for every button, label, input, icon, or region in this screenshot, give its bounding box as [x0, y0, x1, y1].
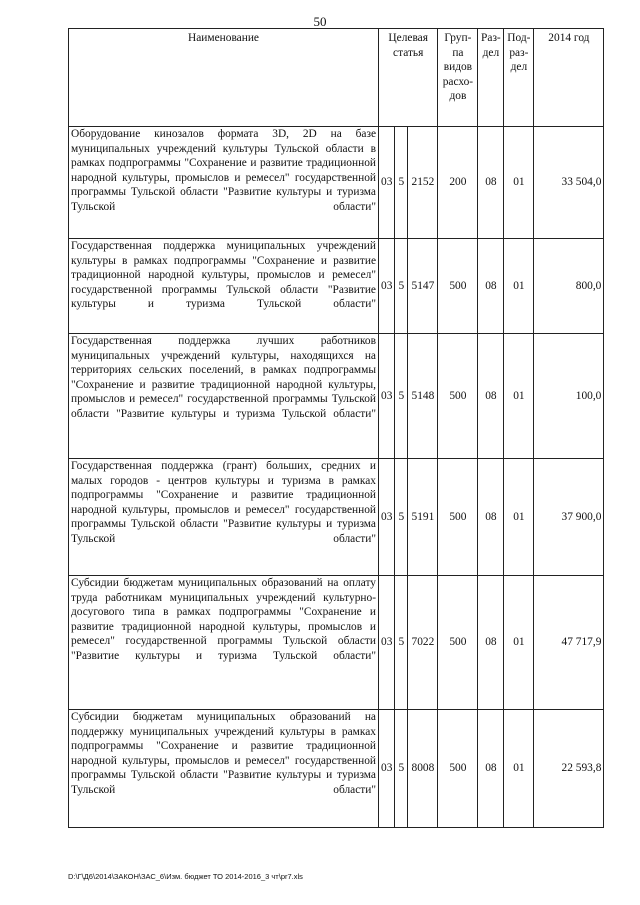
expense-group: 500	[438, 239, 478, 334]
footer-file-path: D:\Г\Д6\2014\ЗАКОН\ЗАС_6\Изм. бюджет ТО 2014-2016_3 чт\pr7.xls	[68, 872, 303, 881]
expense-group: 200	[438, 127, 478, 239]
amount-2014: 33 504,0	[534, 127, 604, 239]
amount-2014: 800,0	[534, 239, 604, 334]
target-article-code: 7022	[408, 576, 438, 710]
target-article-program: 03	[379, 127, 395, 239]
target-article-code: 5191	[408, 459, 438, 576]
section: 08	[478, 576, 504, 710]
page-number: 50	[313, 14, 327, 29]
header-year: 2014 год	[534, 29, 604, 127]
row-name: Государственная поддержка лучших работников муниципальных учреждений культуры, находящихся на территориях сельских поселений, в рамках подпрограммы "Сохранение и развитие традиционной народной культуры, промыслов и ремесел" государственной программы Тульской области "Развитие культуры и туризма Тульской области"	[69, 334, 379, 459]
target-article-program: 03	[379, 239, 395, 334]
table-row	[69, 710, 604, 828]
row-name: Государственная поддержка (грант) больших, средних и малых городов - центров культуры и туризма в рамках подпрограммы "Сохранение и развитие традиционной народной культуры, промыслов и ремесел" государственной программы Тульской области "Развитие культуры и туризма Тульской области"	[69, 459, 379, 576]
section: 08	[478, 334, 504, 459]
row-name: Государственная поддержка муниципальных учреждений культуры в рамках подпрограммы "Сохранение и развитие традиционной народной культуры, промыслов и ремесел" государственной программы Тульской области "Развитие культуры и туризма Тульской области"	[69, 239, 379, 334]
target-article-subprogram: 5	[395, 576, 408, 710]
section: 08	[478, 239, 504, 334]
target-article-code: 5147	[408, 239, 438, 334]
target-article-code: 2152	[408, 127, 438, 239]
amount-2014: 100,0	[534, 334, 604, 459]
target-article-subprogram: 5	[395, 710, 408, 828]
target-article-subprogram: 5	[395, 127, 408, 239]
table-row	[69, 334, 604, 459]
target-article-program: 03	[379, 576, 395, 710]
subsection: 01	[504, 127, 534, 239]
target-article-code: 5148	[408, 334, 438, 459]
table-header-row	[69, 29, 604, 127]
target-article-subprogram: 5	[395, 459, 408, 576]
section: 08	[478, 459, 504, 576]
header-expense-group: Груп-па видов расхо-дов	[438, 29, 478, 127]
row-name: Субсидии бюджетам муниципальных образований на поддержку муниципальных учреждений культуры в рамках подпрограммы "Сохранение и развитие традиционной народной культуры, промыслов и ремесел" государственной программы Тульской области "Развитие культуры и туризма Тульской области"	[69, 710, 379, 828]
expense-group: 500	[438, 710, 478, 828]
subsection: 01	[504, 239, 534, 334]
subsection: 01	[504, 576, 534, 710]
row-name: Субсидии бюджетам муниципальных образований на оплату труда работникам муниципальных учреждений культурно-досугового типа в рамках подпрограммы "Сохранение и развитие традиционной народной культуры, промыслов и ремесел" государственной программы Тульской области "Развитие культуры и туризма Тульской области"	[69, 576, 379, 710]
subsection: 01	[504, 334, 534, 459]
section: 08	[478, 127, 504, 239]
amount-2014: 37 900,0	[534, 459, 604, 576]
table-row	[69, 127, 604, 239]
target-article-subprogram: 5	[395, 239, 408, 334]
amount-2014: 47 717,9	[534, 576, 604, 710]
amount-2014: 22 593,8	[534, 710, 604, 828]
expense-group: 500	[438, 459, 478, 576]
target-article-code: 8008	[408, 710, 438, 828]
row-name: Оборудование кинозалов формата 3D, 2D на базе муниципальных учреждений культуры Тульской области в рамках подпрограммы "Сохранение и развитие традиционной народной культуры, промыслов и ремесел" государственной программы Тульской области "Развитие культуры и туризма Тульской области"	[69, 127, 379, 239]
expense-group: 500	[438, 576, 478, 710]
subsection: 01	[504, 459, 534, 576]
target-article-program: 03	[379, 334, 395, 459]
target-article-program: 03	[379, 459, 395, 576]
target-article-program: 03	[379, 710, 395, 828]
target-article-subprogram: 5	[395, 334, 408, 459]
table-row	[69, 576, 604, 710]
table-row	[69, 459, 604, 576]
expense-group: 500	[438, 334, 478, 459]
header-target-article: Целевая статья	[379, 29, 438, 127]
header-section: Раз-дел	[478, 29, 504, 127]
subsection: 01	[504, 710, 534, 828]
table-row	[69, 239, 604, 334]
budget-table	[68, 28, 604, 828]
section: 08	[478, 710, 504, 828]
header-name: Наименование	[69, 29, 379, 127]
header-subsection: Под-раз-дел	[504, 29, 534, 127]
